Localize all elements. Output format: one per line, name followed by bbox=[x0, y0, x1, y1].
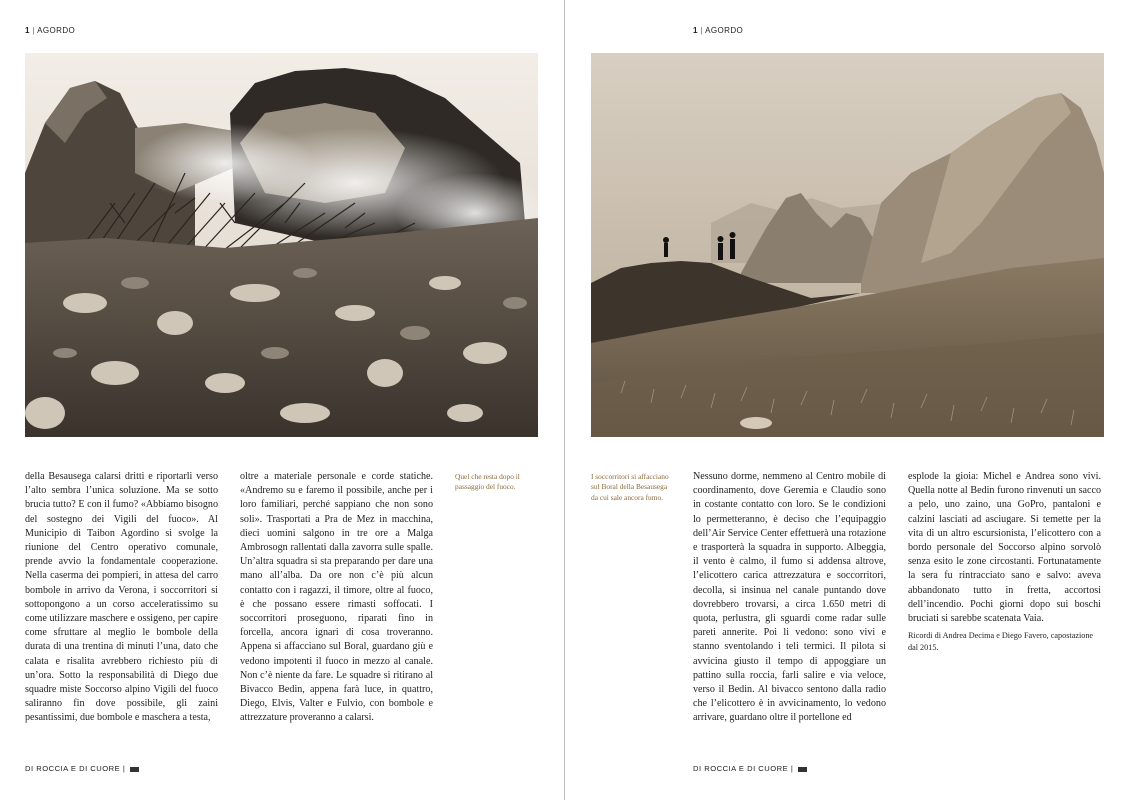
right-footer-title: DI ROCCIA E DI CUORE | bbox=[693, 764, 794, 773]
right-photo-caption: I soccorritori si affacciano sul Boral della Besausega da cui sale ancora fumo. bbox=[591, 472, 669, 502]
burned-slope-photo bbox=[25, 53, 538, 437]
article-column-4-text: esplode la gioia: Michel e Andrea sono vivi. Quella notte al Bedin furono rinvenuti un sacco a pelo, uno zaino, una GoPro, pantaloni e calzini lasciati ad asciugare. Si temette per la vita di un altro escursionista, l’elicottero con a bordo personale del Soccorso alpino sorvolò senza esito le zone circostanti. Fortunatamente la sera fu rintracciato sano e salvo: aveva abbandonato tutto in fretta, accortosi dell’incendio. Pochi giorni dopo sui boschi bruciati si sarebbe scatenata Vaia. bbox=[908, 471, 1101, 625]
footer-bar-icon bbox=[130, 767, 139, 772]
left-page-number: 1 bbox=[25, 26, 30, 35]
left-page bbox=[0, 0, 564, 800]
right-page bbox=[565, 0, 1129, 800]
left-page-header: 1 | AGORDO bbox=[25, 26, 76, 35]
article-column-1: della Besausega calarsi dritti e riportarli verso l’alto sembra l’unica soluzione. Ma se sotto brucia tutto? E con il fumo? «Abbiamo bisogno del sostegno dei Vigili del fuoco». Al Municipio di Taibon Agordino si svolge la riunione del Centro operativo comunale, prende avvio la fondamentale cooperazione. Nella caserma dei pompieri, in attesa del carro bombole in arrivo da Verona, i soccorritori si sottopongono a un corso acceleratissimo su come utilizzare maschere e ossigeno, per capire come sfruttare al meglio le bombole della durata di una trentina di minuti l’una, dato che calata e risalita avrebbero richiesto più di un’ora. Sotto la responsabilità di Diego due squadre miste Soccorso alpino Vigili del fuoco saliranno fin dove possibile, gli zaini pesantissimi, due bombole e maschera a testa, bbox=[25, 471, 218, 724]
left-section-title: AGORDO bbox=[37, 26, 76, 35]
footer-bar-icon bbox=[798, 767, 807, 772]
left-footer-title: DI ROCCIA E DI CUORE | bbox=[25, 764, 126, 773]
left-page-footer bbox=[25, 764, 139, 773]
right-page-number: 1 bbox=[693, 26, 698, 35]
ridge-illustration bbox=[591, 53, 1104, 437]
right-page-header: 1 | AGORDO bbox=[693, 26, 744, 35]
left-photo-caption: Quel che resta dopo il passaggio del fuoco. bbox=[455, 472, 520, 492]
article-column-2: oltre a materiale personale e corde statiche. «Andremo su e faremo il possibile, anche per i loro familiari, perché sappiano che non sono soli». Trasportati a Pra de Mez in macchina, dieci uomini salgono in tre ore a Malga Ambrosogn rallentati dalla zavorra sulle spalle. Un’altra squadra si sta preparando per dare una mano all’alba. Da ore non c’è più alcun contatto con i ragazzi, il timore, oltre al fuoco, è che possano essere rimasti soffocati. I soccorritori proseguono, riparati fino in forcella, ancora ignari di cosa troveranno. Appena si affacciano sul Boral, guardano giù e vedono impotenti il fuoco in mezzo al canale. Non c’è niente da fare. Le squadre si ritirano al Bivacco Bedin, appena farà luce, in quattro, Diego, Elvis, Valter e Fulvio, con bombole e attrezzature proveranno a calarsi. bbox=[240, 471, 433, 724]
right-page-footer bbox=[693, 764, 807, 773]
article-column-3: Nessuno dorme, nemmeno al Centro mobile di coordinamento, dove Geremia e Claudio sono in costante contatto con loro. Se le condizioni lo permetteranno, è deciso che l’equipaggio dell’Air Service Center effettuerà una rotazione e trasporterà la squadra in supporto. Albeggia, il vento è calmo, il fumo si addensa altrove, l’elicottero carica attrezzatura e soccorritori, decolla, si insinua nel canale puntando dove dovrebbero trovarsi, a circa 1.650 metri di quota, perlustra, gli sguardi come radar sulle pareti annerite. Poi li vedono: sono vivi e stanno sventolando i teli termici. Il pilota si avvicina giusto il tempo di appoggiare un pattino sulla roccia, farli salire e via veloce, verso il Bedin. Al bivacco sentono dalla radio che l’elicottero è in avvicinamento, lo vedono arrivare, guardano oltre il portellone ed bbox=[693, 471, 886, 724]
article-credit: Ricordi di Andrea Decima e Diego Favero, capostazione dal 2015. bbox=[908, 631, 1094, 652]
article-column-4 bbox=[908, 470, 1101, 653]
ridge-rescuers-photo bbox=[591, 53, 1104, 437]
burned-slope-illustration bbox=[25, 53, 538, 437]
right-section-title: AGORDO bbox=[705, 26, 744, 35]
